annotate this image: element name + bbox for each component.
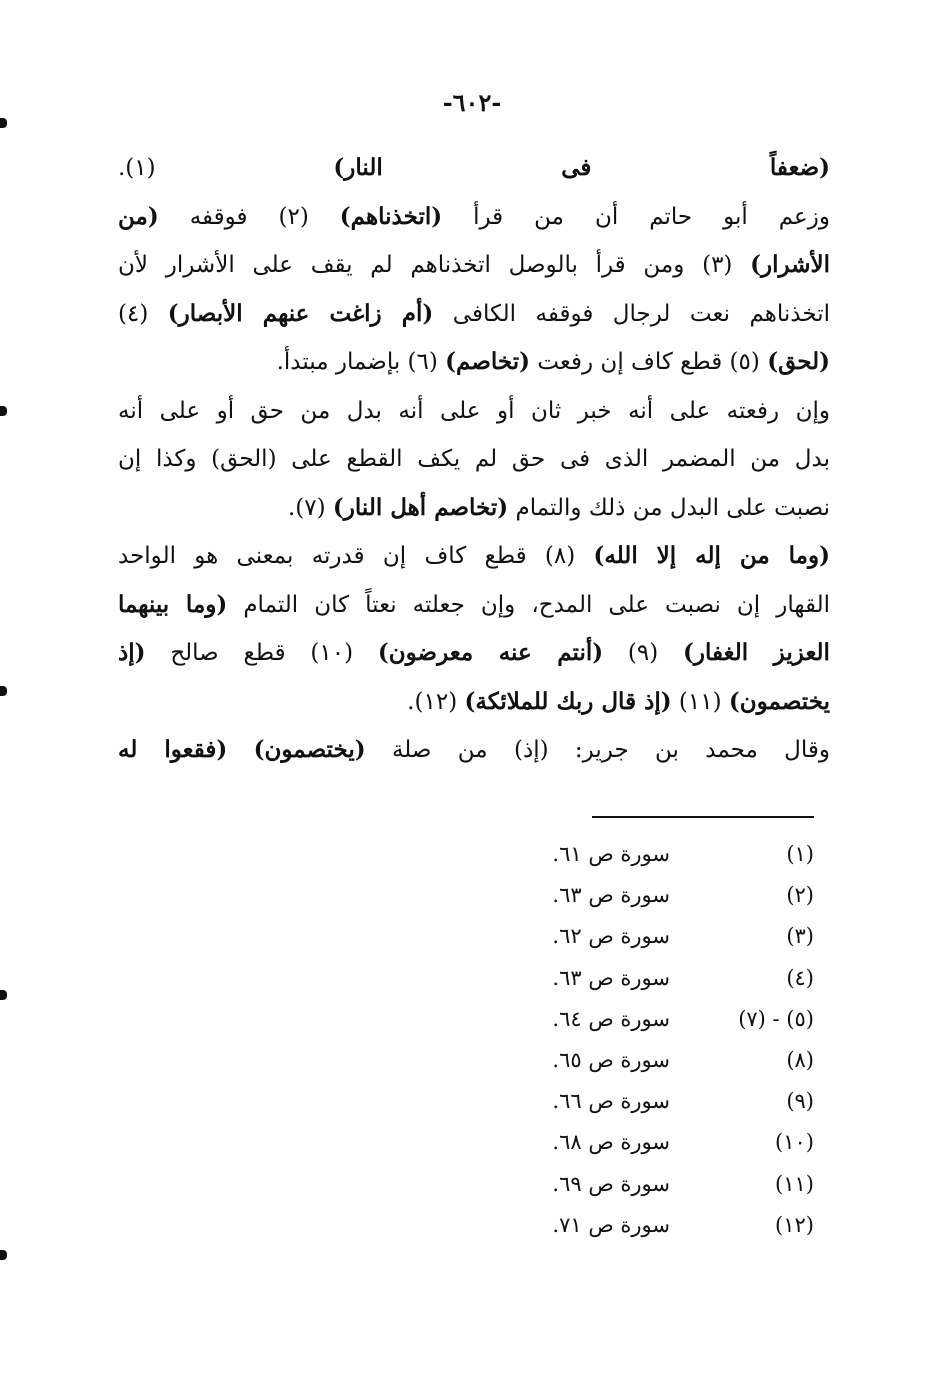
quran-quote: (تخاصم أهل النار) [332, 493, 509, 521]
footnote-reference: سورة ص ٦٩. [552, 1171, 670, 1196]
quran-quote: الأشرار) [750, 251, 830, 278]
quran-quote: (من [118, 202, 159, 230]
quran-quote: (وما من إله إلا الله) [593, 542, 830, 569]
footnote-reference: سورة ص ٦٣. [552, 883, 670, 908]
footnote-number: (٨) [786, 1047, 814, 1072]
footnote-number: (١٢) [775, 1212, 814, 1237]
footnote-reference: سورة ص ٧١. [552, 1212, 670, 1237]
text-line [118, 290, 830, 339]
text-segment: (١٢). [407, 688, 465, 715]
footnote-item [500, 875, 820, 916]
footnote-reference: سورة ص ٦١. [552, 842, 670, 866]
quran-quote: (إذ [118, 639, 146, 666]
text-line [118, 387, 830, 436]
footnote-item [500, 916, 820, 957]
text-line [118, 193, 830, 242]
footnote-separator [592, 816, 814, 818]
text-segment: (١). [118, 155, 334, 181]
footnote-number: (٢) [786, 883, 814, 908]
footnote-reference: سورة ص ٦٦. [552, 1089, 670, 1114]
quran-quote: (لحق) [767, 348, 830, 375]
quran-quote: العزيز الغفار) [683, 639, 830, 666]
footnote-reference: سورة ص ٦٥. [552, 1047, 670, 1072]
footnote-item [500, 1040, 820, 1081]
footnotes-list [500, 834, 820, 1246]
page-number: -٦٠٢- [442, 88, 502, 117]
quran-quote: (يختصمون) [253, 736, 366, 763]
text-line [118, 484, 830, 533]
scan-edge-mark [0, 1250, 7, 1260]
quran-quote: (تخاصم) [445, 348, 531, 375]
text-line [118, 581, 830, 630]
text-segment: نصبت على البدل من ذلك والتمام [508, 494, 830, 521]
scan-edge-mark [0, 406, 7, 416]
text-segment: وقال محمد بن جرير: (إذ) من صلة [365, 737, 830, 763]
text-segment: القهار إن نصبت على المدح، وإن جعلته نعتاً كان التمام [227, 591, 830, 618]
quran-quote: (إذ قال ربك للملائكة) [464, 687, 672, 715]
text-segment: (٣) ومن قرأ بالوصل اتخذناهم لم يقف على الأشرار لأن [118, 252, 751, 278]
text-segment: (٢) فوقفه [158, 203, 340, 230]
text-line [118, 338, 830, 387]
quran-quote: (أم زاغت عنهم الأبصار) [167, 299, 434, 327]
text-line [118, 435, 830, 484]
text-segment: (٩) [603, 640, 684, 666]
footnote-number: (١١) [775, 1171, 814, 1196]
footnote-item [500, 999, 820, 1040]
text-segment: وإن رفعته على أنه خبر ثان أو على أنه بدل من حق أو على أنه [118, 397, 830, 424]
footnote-item [500, 1081, 820, 1122]
text-segment: (١١) [671, 688, 729, 715]
scan-edge-mark [0, 118, 7, 128]
footnote-item [500, 834, 820, 875]
text-segment: اتخذناهم نعت لرجال فوقفه الكافى [433, 300, 830, 327]
text-line [118, 144, 830, 193]
text-segment: (٤) [118, 300, 168, 327]
text-line [118, 726, 830, 775]
text-line [118, 241, 830, 290]
text-segment [227, 737, 253, 763]
footnote-reference: سورة ص ٦٨. [552, 1130, 670, 1155]
text-line [118, 532, 830, 581]
footnote-item [500, 1122, 820, 1163]
footnote-item [500, 1205, 820, 1246]
quran-quote: يختصمون) [728, 687, 830, 715]
text-segment: (١٠) قطع صالح [145, 640, 378, 666]
text-segment: بدل من المضمر الذى فى حق لم يكف القطع على (الحق) وكذا إن [118, 446, 830, 472]
footnote-item [500, 958, 820, 999]
footnote-item [500, 1164, 820, 1205]
quran-quote: (أنتم عنه معرضون) [377, 639, 604, 666]
main-text [118, 144, 830, 775]
quran-quote: (فقعوا له [118, 736, 228, 763]
text-segment: (٧). [287, 494, 333, 521]
scan-edge-mark [0, 686, 7, 696]
text-segment: (٦) بإضمار مبتدأ. [276, 349, 446, 375]
footnote-number: (٩) [786, 1089, 814, 1114]
text-segment: (٥) قطع كاف إن رفعت [530, 349, 768, 375]
footnote-number: (٤) [786, 965, 814, 990]
text-segment: (٨) قطع كاف إن قدرته بمعنى هو الواحد [118, 543, 594, 569]
footnote-reference: سورة ص ٦٢. [552, 924, 670, 949]
footnote-number: (١٠) [775, 1130, 814, 1155]
quran-quote: (اتخذناهم) [339, 202, 443, 230]
text-line [118, 678, 830, 727]
footnote-number: (١) [786, 842, 814, 866]
footnote-reference: سورة ص ٦٤. [552, 1006, 670, 1031]
text-line [118, 629, 830, 678]
footnote-reference: سورة ص ٦٣. [552, 965, 670, 990]
quran-quote: (ضعفاً فى النار) [333, 154, 830, 181]
text-segment: وزعم أبو حاتم أن من قرأ [442, 203, 830, 230]
quran-quote: (وما بينهما [118, 590, 228, 618]
footnote-number: (٣) [786, 924, 814, 949]
scan-edge-mark [0, 990, 7, 1000]
footnote-number: (٥) - (٧) [738, 1006, 814, 1031]
